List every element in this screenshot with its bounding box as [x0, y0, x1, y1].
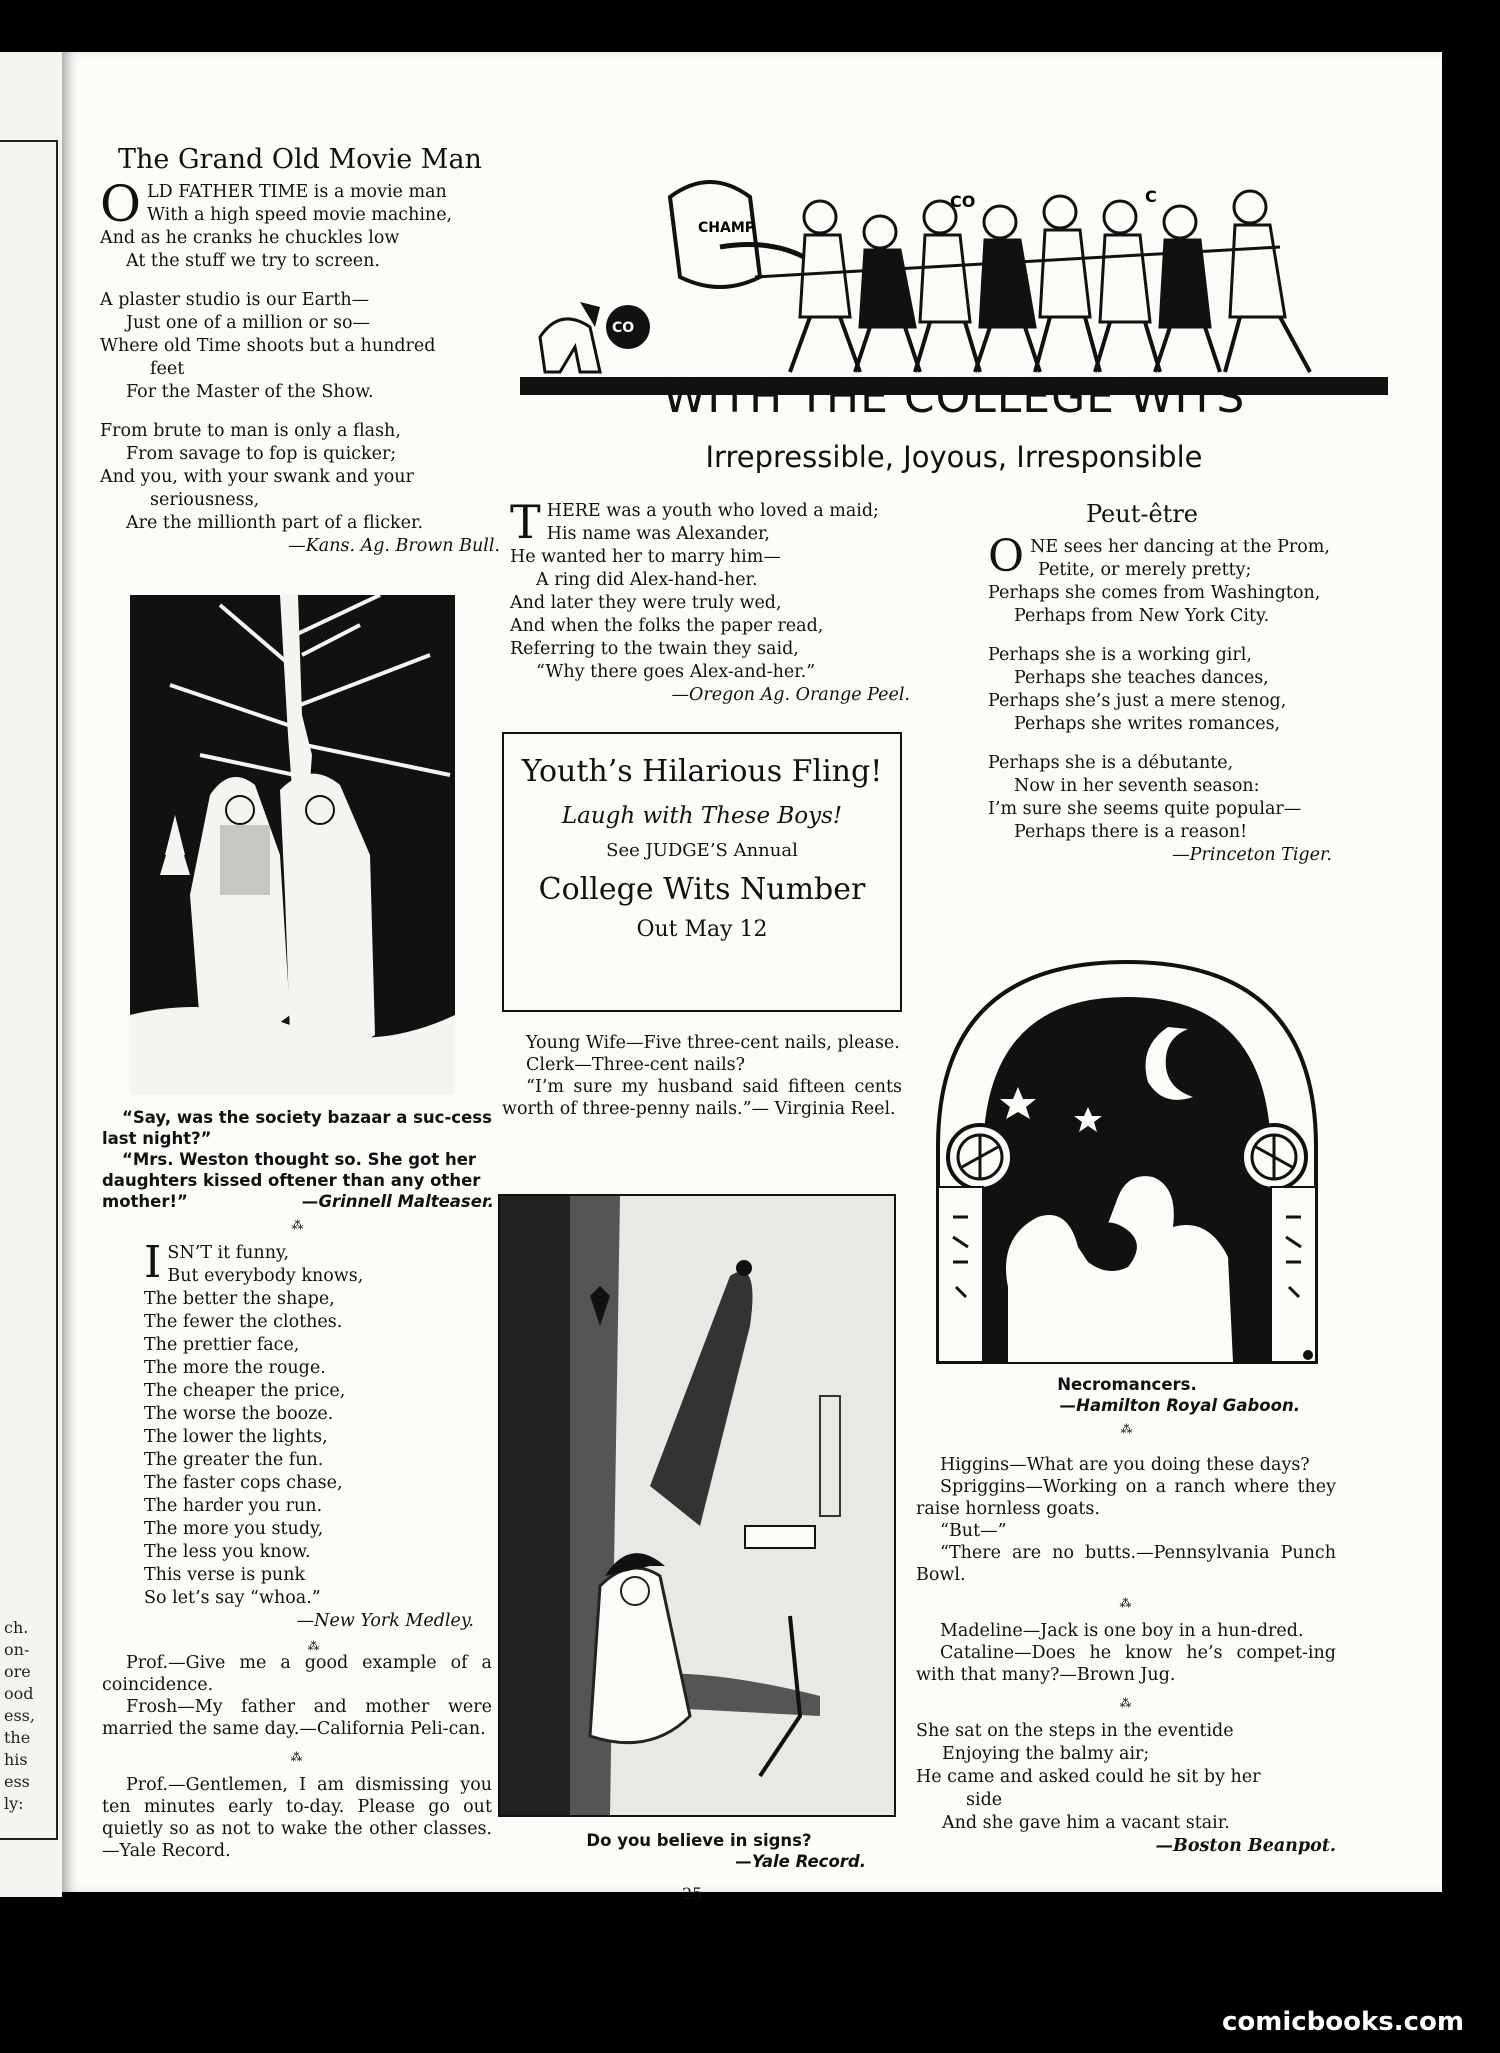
joke-line: “Mrs. Weston thought so. She got her daughters kissed oftener than any other mother!”	[102, 1150, 481, 1211]
poem-line: But everybody knows,	[167, 1266, 364, 1286]
poem-line: So let’s say “whoa.”	[144, 1588, 321, 1608]
poem-line: And later they were truly wed,	[510, 593, 782, 613]
separator-stars: ⁂	[1119, 1596, 1133, 1610]
banner-label: CHAMP	[698, 220, 756, 236]
poem-line: He wanted her to marry him—	[510, 547, 781, 567]
ad-box	[502, 732, 902, 1012]
poem-line: Now in her seventh season:	[1014, 776, 1260, 796]
section-title: WITH THE COLLEGE WITS	[662, 372, 1246, 423]
poem-line: He came and asked could he sit by her	[916, 1767, 1261, 1787]
attribution: —Hamilton Royal Gaboon.	[1059, 1396, 1300, 1415]
coincidence-joke	[102, 1652, 492, 1862]
poem-line: The better the shape,	[144, 1289, 335, 1309]
poem-line: Referring to the twain they said,	[510, 639, 799, 659]
poem-line: The prettier face,	[144, 1335, 300, 1355]
ad-date: Out May 12	[636, 917, 768, 942]
poem-line: HERE was a youth who loved a maid;	[546, 501, 879, 521]
fragment: on-	[4, 1640, 30, 1659]
poem-line: Perhaps she is a débutante,	[988, 753, 1234, 773]
poem-line: And you, with your swank and your	[100, 467, 414, 487]
poem-line: And as he cranks he chuckles low	[100, 228, 400, 248]
fragment: ood	[4, 1684, 34, 1703]
illustration-winter-women	[130, 595, 455, 1095]
joke-line: Madeline—Jack is one boy in a hun-dred.	[940, 1621, 1304, 1641]
poem-line: NE sees her dancing at the Prom,	[1030, 537, 1330, 557]
attribution: —Grinnell Malteaser.	[301, 1192, 494, 1211]
ad-issue: College Wits Number	[538, 872, 866, 907]
poem-line: I’m sure she seems quite popular—	[988, 799, 1302, 819]
poem-line: Where old Time shoots but a hundred	[100, 336, 436, 356]
illustration-signs	[498, 1194, 896, 1817]
attribution: —Kans. Ag. Brown Bull.	[288, 536, 500, 556]
poem-line: “Why there goes Alex-and-her.”	[536, 662, 816, 682]
caption-text: Necromancers.	[1057, 1375, 1197, 1394]
necro-caption	[928, 1374, 1326, 1442]
fragment: his	[4, 1750, 28, 1769]
ad-see: See JUDGE’S Annual	[606, 840, 798, 861]
separator-stars: ⁂	[307, 1639, 321, 1653]
dropcap: O	[988, 531, 1025, 582]
movie-poem	[100, 175, 500, 535]
separator-stars: ⁂	[1119, 1696, 1133, 1710]
poem-line: Petite, or merely pretty;	[1038, 560, 1252, 580]
poem-line: Perhaps she is a working girl,	[988, 645, 1252, 665]
poem-line: At the stuff we try to screen.	[126, 251, 380, 271]
poem-line: Perhaps she writes romances,	[1014, 714, 1281, 734]
poem-line: And when the folks the paper read,	[510, 616, 824, 636]
poem-line: seriousness,	[150, 490, 260, 510]
tug-of-war-drawing	[520, 157, 1388, 397]
joke-line: Clerk—Three-cent nails?	[526, 1055, 746, 1075]
poem-title: Peut-être	[1085, 500, 1198, 528]
poem-line: A plaster studio is our Earth—	[100, 290, 370, 310]
ad-tagline: Laugh with These Boys!	[561, 803, 843, 829]
facing-page-border	[0, 140, 58, 1840]
separator-stars: ⁂	[291, 1218, 305, 1232]
separator-stars: ⁂	[1120, 1422, 1134, 1436]
dropcap: O	[100, 175, 141, 233]
poem-line: Are the millionth part of a flicker.	[126, 513, 424, 533]
section-subtitle: Irrepressible, Joyous, Irresponsible	[705, 440, 1203, 474]
ad-headline: Youth’s Hilarious Fling!	[521, 754, 883, 789]
fragment: the	[4, 1728, 31, 1747]
caption-text: Do you believe in signs?	[586, 1831, 812, 1850]
joke-line: “There are no butts.—Pennsylvania Punch Bowl.	[916, 1543, 1336, 1585]
poem-line: His name was Alexander,	[546, 524, 770, 544]
dismissing-joke: Prof.—Gentlemen, I am dismissing you ten minutes early to-day. Please go out quietly so as not to wake the other classes.—Yale Record.	[102, 1775, 492, 1861]
poem-line: This verse is punk	[144, 1565, 306, 1585]
goats-joke	[916, 1454, 1336, 1858]
poem-line: Enjoying the balmy air;	[942, 1744, 1150, 1764]
poem-line: The fewer the clothes.	[144, 1312, 343, 1332]
poem-line: She sat on the steps in the eventide	[916, 1721, 1234, 1741]
dropcap: I	[144, 1237, 162, 1288]
joke-line: Cataline—Does he know he’s compet-ing with that many?—Brown Jug.	[916, 1643, 1336, 1685]
poem-line: A ring did Alex-hand-her.	[536, 570, 758, 590]
poem-title: The Grand Old Movie Man	[118, 144, 482, 175]
fragment: ly:	[4, 1794, 24, 1813]
poem-line: Perhaps she comes from Washington,	[988, 583, 1321, 603]
attribution: —Oregon Ag. Orange Peel.	[671, 685, 910, 705]
poem-line: Perhaps she’s just a mere stenog,	[988, 691, 1287, 711]
poem-line: From savage to fop is quicker;	[126, 444, 397, 464]
fragment: ore	[4, 1662, 31, 1681]
poem-line: feet	[150, 359, 185, 379]
attribution: —New York Medley.	[296, 1611, 474, 1631]
poem-line: Perhaps she teaches dances,	[1014, 668, 1269, 688]
column-left	[100, 144, 500, 558]
joke-line: “But—”	[940, 1521, 1007, 1541]
joke-line: Frosh—My father and mother were married the same day.—California Peli-can.	[102, 1697, 492, 1739]
dropcap: T	[510, 495, 541, 549]
poem-line: The lower the lights,	[144, 1427, 328, 1447]
poem-line: The less you know.	[144, 1542, 311, 1562]
attribution: —Boston Beanpot.	[1155, 1836, 1336, 1856]
banner-illustration	[520, 157, 1388, 397]
poem-line: LD FATHER TIME is a movie man	[147, 182, 447, 202]
poem-line: side	[966, 1790, 1003, 1810]
fragment: ess,	[4, 1706, 35, 1725]
fragment: ess	[4, 1772, 30, 1791]
joke-line: Spriggins—Working on a ranch where they raise hornless goats.	[916, 1477, 1336, 1519]
joke-line: Prof.—Give me a good example of a coincidence.	[102, 1653, 492, 1695]
poem-line: Perhaps there is a reason!	[1014, 822, 1248, 842]
poem-line: The more the rouge.	[144, 1358, 326, 1378]
fragment: ch.	[4, 1618, 29, 1637]
poem-line: The more you study,	[144, 1519, 324, 1539]
poem-line: The cheaper the price,	[144, 1381, 346, 1401]
magazine-page	[62, 52, 1442, 1903]
nails-joke	[502, 1032, 902, 1120]
poem-line: The greater the fun.	[144, 1450, 324, 1470]
watermark: comicbooks.com	[1221, 2007, 1464, 2037]
poem-line: The worse the booze.	[144, 1404, 334, 1424]
signs-drawing	[500, 1196, 894, 1815]
joke-line: “Say, was the society bazaar a suc-cess last night?”	[102, 1108, 492, 1148]
bazaar-joke	[102, 1107, 494, 1238]
joke-line: Young Wife—Five three-cent nails, please.	[526, 1033, 900, 1053]
poem-line: And she gave him a vacant stair.	[942, 1813, 1230, 1833]
banner-label: CO	[950, 192, 976, 211]
poem-line: From brute to man is only a flash,	[100, 421, 401, 441]
winter-women-drawing	[130, 595, 455, 1095]
facing-page-edge	[0, 52, 62, 1897]
poem-line: Perhaps from New York City.	[1014, 606, 1270, 626]
funny-poem	[144, 1237, 484, 1659]
poem-line: For the Master of the Show.	[126, 382, 374, 402]
alex-poem	[510, 495, 922, 707]
poem-line: With a high speed movie machine,	[147, 205, 453, 225]
page-number: 25	[682, 1884, 703, 1903]
stair-poem	[916, 1720, 1336, 1835]
poem-line: Just one of a million or so—	[126, 313, 370, 333]
joke-line: “I’m sure my husband said fifteen cents worth of three-penny nails.”— Virginia Reel.	[502, 1077, 902, 1119]
poem-line: The harder you run.	[144, 1496, 323, 1516]
banner-label: CO	[612, 320, 635, 336]
joke-line: Higgins—What are you doing these days?	[940, 1455, 1310, 1475]
banner-label: C	[1145, 187, 1157, 206]
attribution: —Yale Record.	[735, 1852, 866, 1871]
attribution: —Princeton Tiger.	[1172, 845, 1332, 865]
necromancers-drawing	[928, 957, 1326, 1367]
signs-caption	[502, 1830, 896, 1872]
illustration-necromancers	[928, 957, 1326, 1367]
poem-line: The faster cops chase,	[144, 1473, 343, 1493]
peut-poem	[922, 500, 1362, 867]
separator-stars: ⁂	[290, 1750, 304, 1764]
poem-line: SN’T it funny,	[167, 1243, 290, 1263]
